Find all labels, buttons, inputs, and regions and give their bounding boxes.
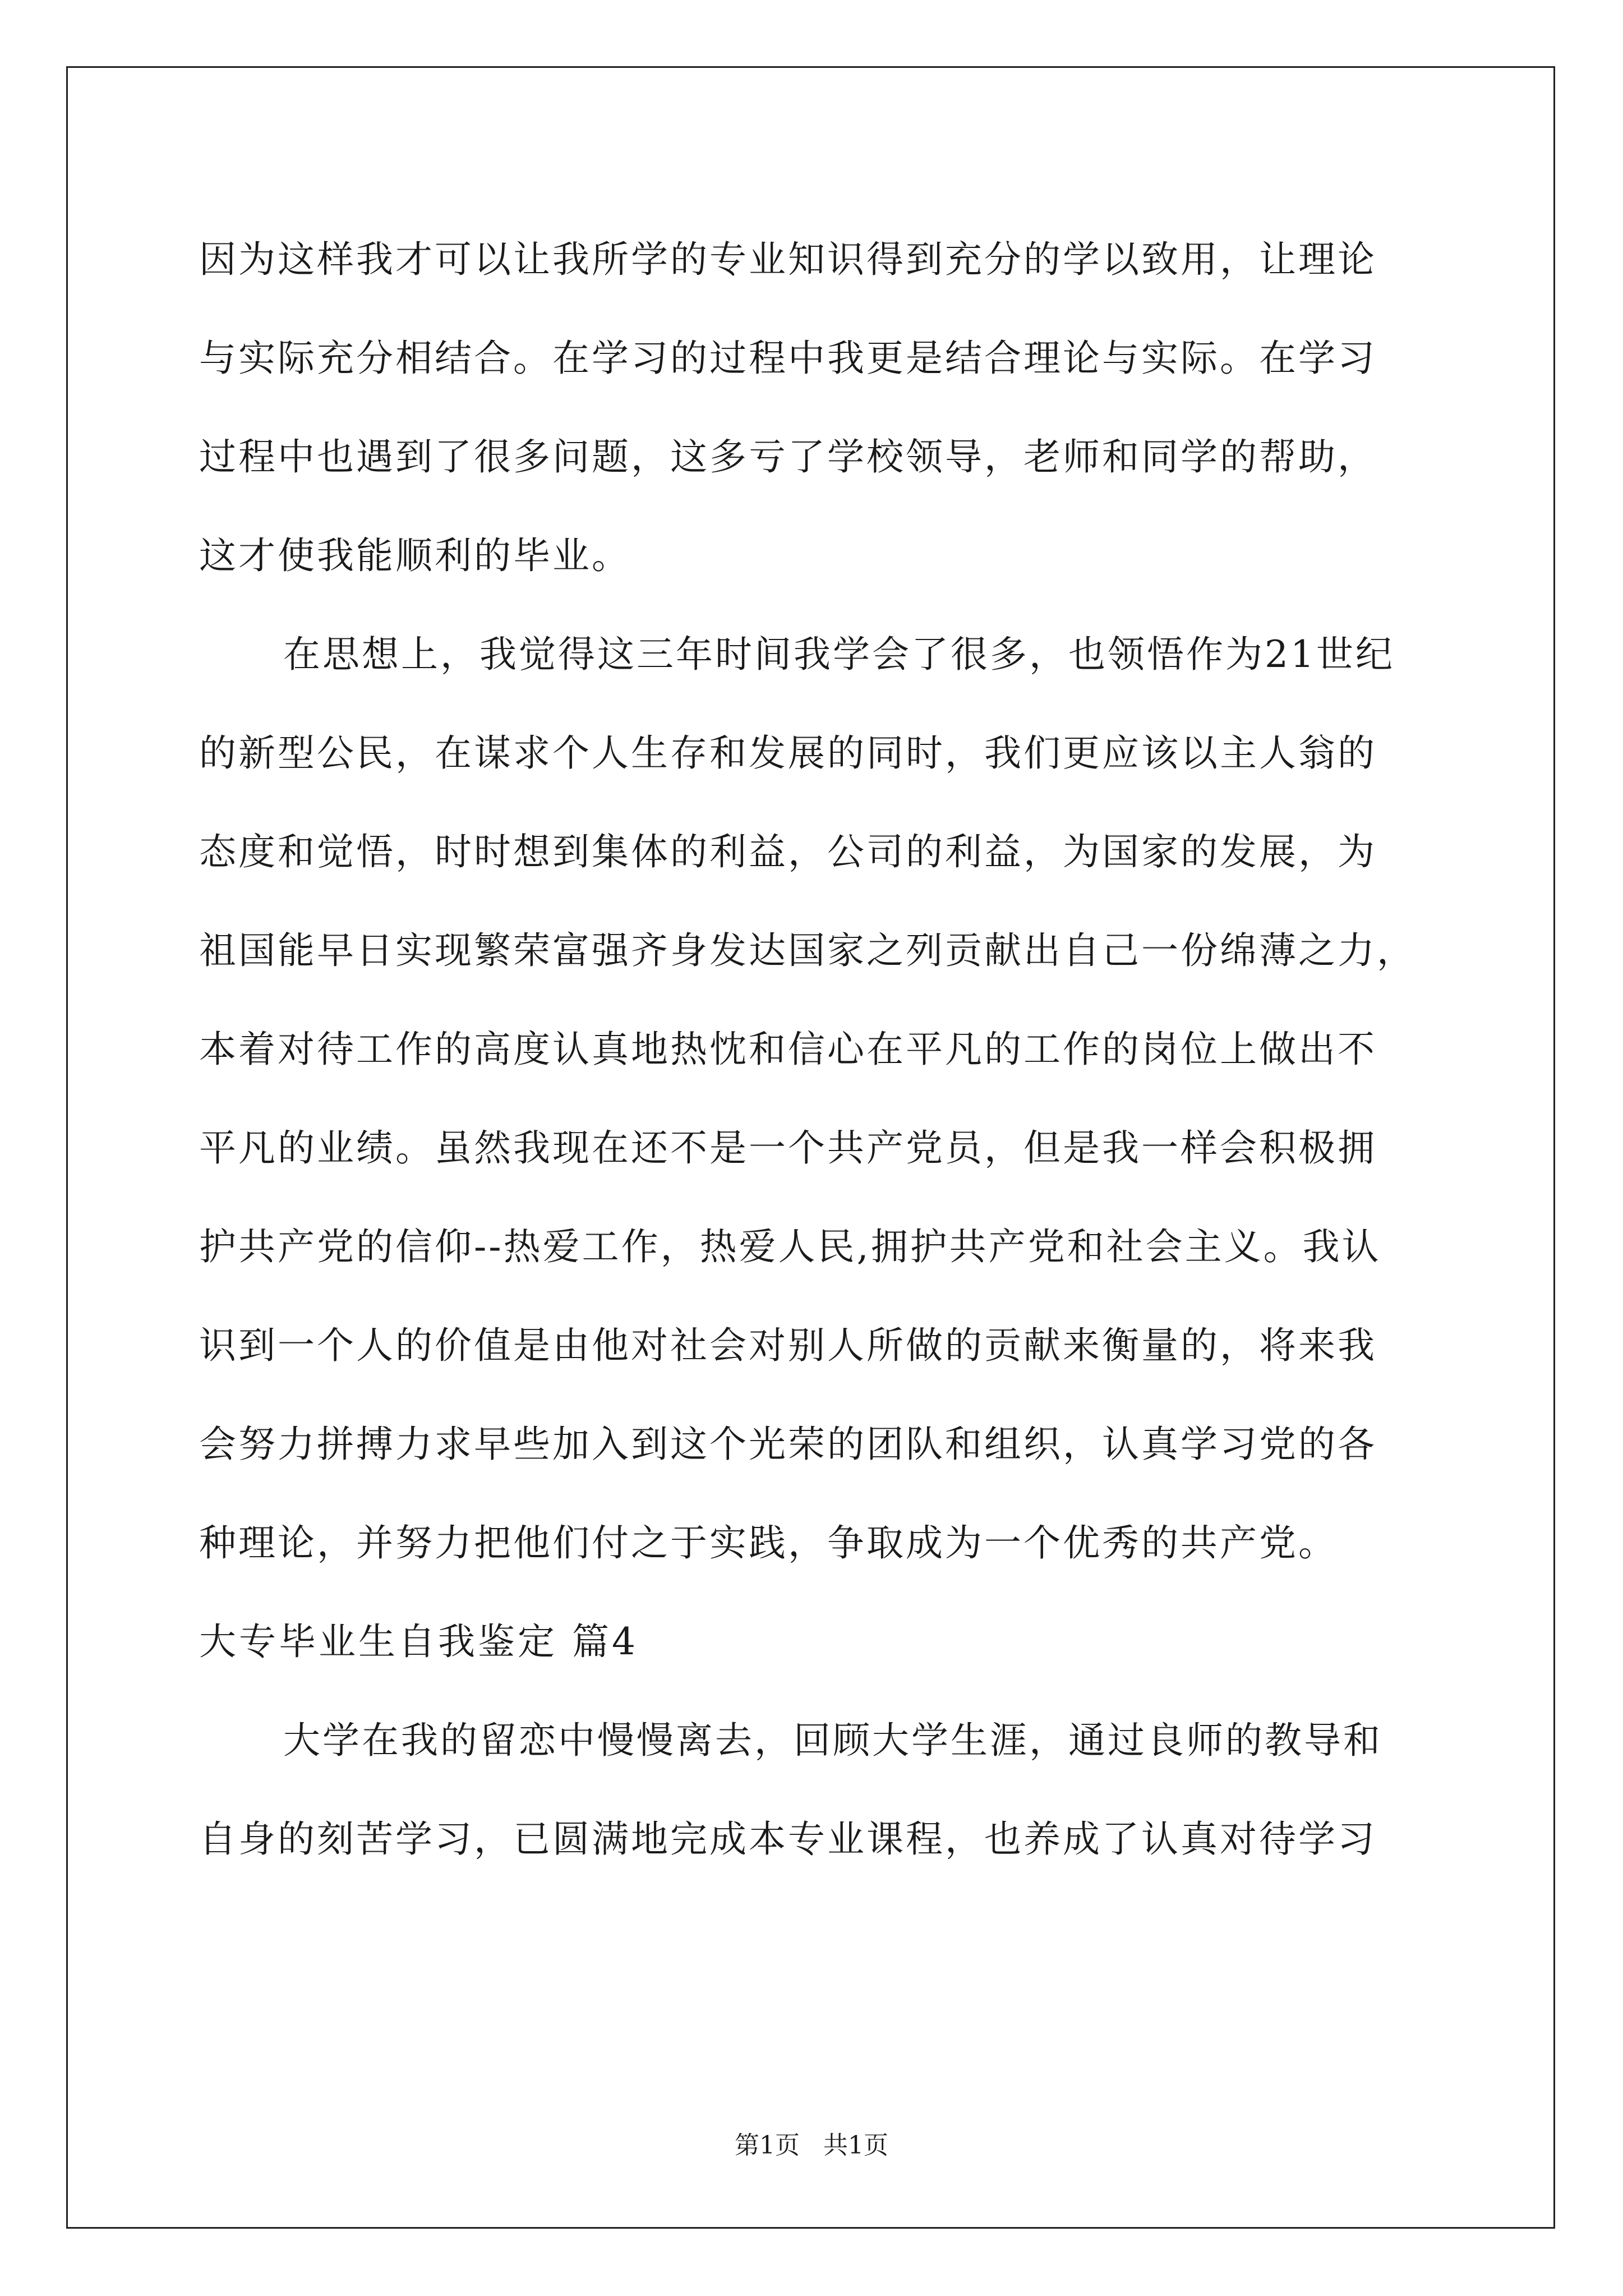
page-number: 第1页 <box>735 2131 800 2160</box>
text-line: 过程中也遇到了很多问题，这多亏了学校领导，老师和同学的帮助， <box>199 435 1377 478</box>
text-line: 平凡的业绩。虽然我现在还不是一个共产党员，但是我一样会积极拥 <box>199 1126 1377 1170</box>
text-line: 会努力拼搏力求早些加入到这个光荣的团队和组织，认真学习党的各 <box>199 1423 1377 1466</box>
text-line: 的新型公民，在谋求个人生存和发展的同时，我们更应该以主人翁的 <box>199 731 1377 775</box>
text-line: 与实际充分相结合。在学习的过程中我更是结合理论与实际。在学习 <box>199 337 1377 380</box>
document-body <box>199 210 1450 1889</box>
page-total: 共1页 <box>823 2131 888 2160</box>
text-line: 态度和觉悟，时时想到集体的利益，公司的利益，为国家的发展，为 <box>199 830 1377 873</box>
text-line: 自身的刻苦学习，已圆满地完成本专业课程，也养成了认真对待学习 <box>199 1818 1377 1861</box>
text-line: 识到一个人的价值是由他对社会对别人所做的贡献来衡量的，将来我 <box>199 1324 1377 1367</box>
text-line: 大学在我的留恋中慢慢离去，回顾大学生涯，通过良师的教导和 <box>283 1719 1382 1762</box>
text-line: 因为这样我才可以让我所学的专业知识得到充分的学以致用，让理论 <box>199 238 1377 281</box>
text-line: 在思想上，我觉得这三年时间我学会了很多，也领悟作为21世纪 <box>283 633 1395 676</box>
text-line: 这才使我能顺利的毕业。 <box>199 534 631 577</box>
text-line: 本着对待工作的高度认真地热忱和信心在平凡的工作的岗位上做出不 <box>199 1028 1377 1071</box>
page-footer <box>0 2129 1623 2162</box>
text-line: 祖国能早日实现繁荣富强齐身发达国家之列贡献出自己一份绵薄之力， <box>199 929 1416 972</box>
text-line: 护共产党的信仰--热爱工作，热爱人民,拥护共产党和社会主义。我认 <box>199 1225 1381 1268</box>
section-heading: 大专毕业生自我鉴定 篇4 <box>199 1620 638 1663</box>
text-line: 种理论，并努力把他们付之于实践，争取成为一个优秀的共产党。 <box>199 1521 1338 1565</box>
